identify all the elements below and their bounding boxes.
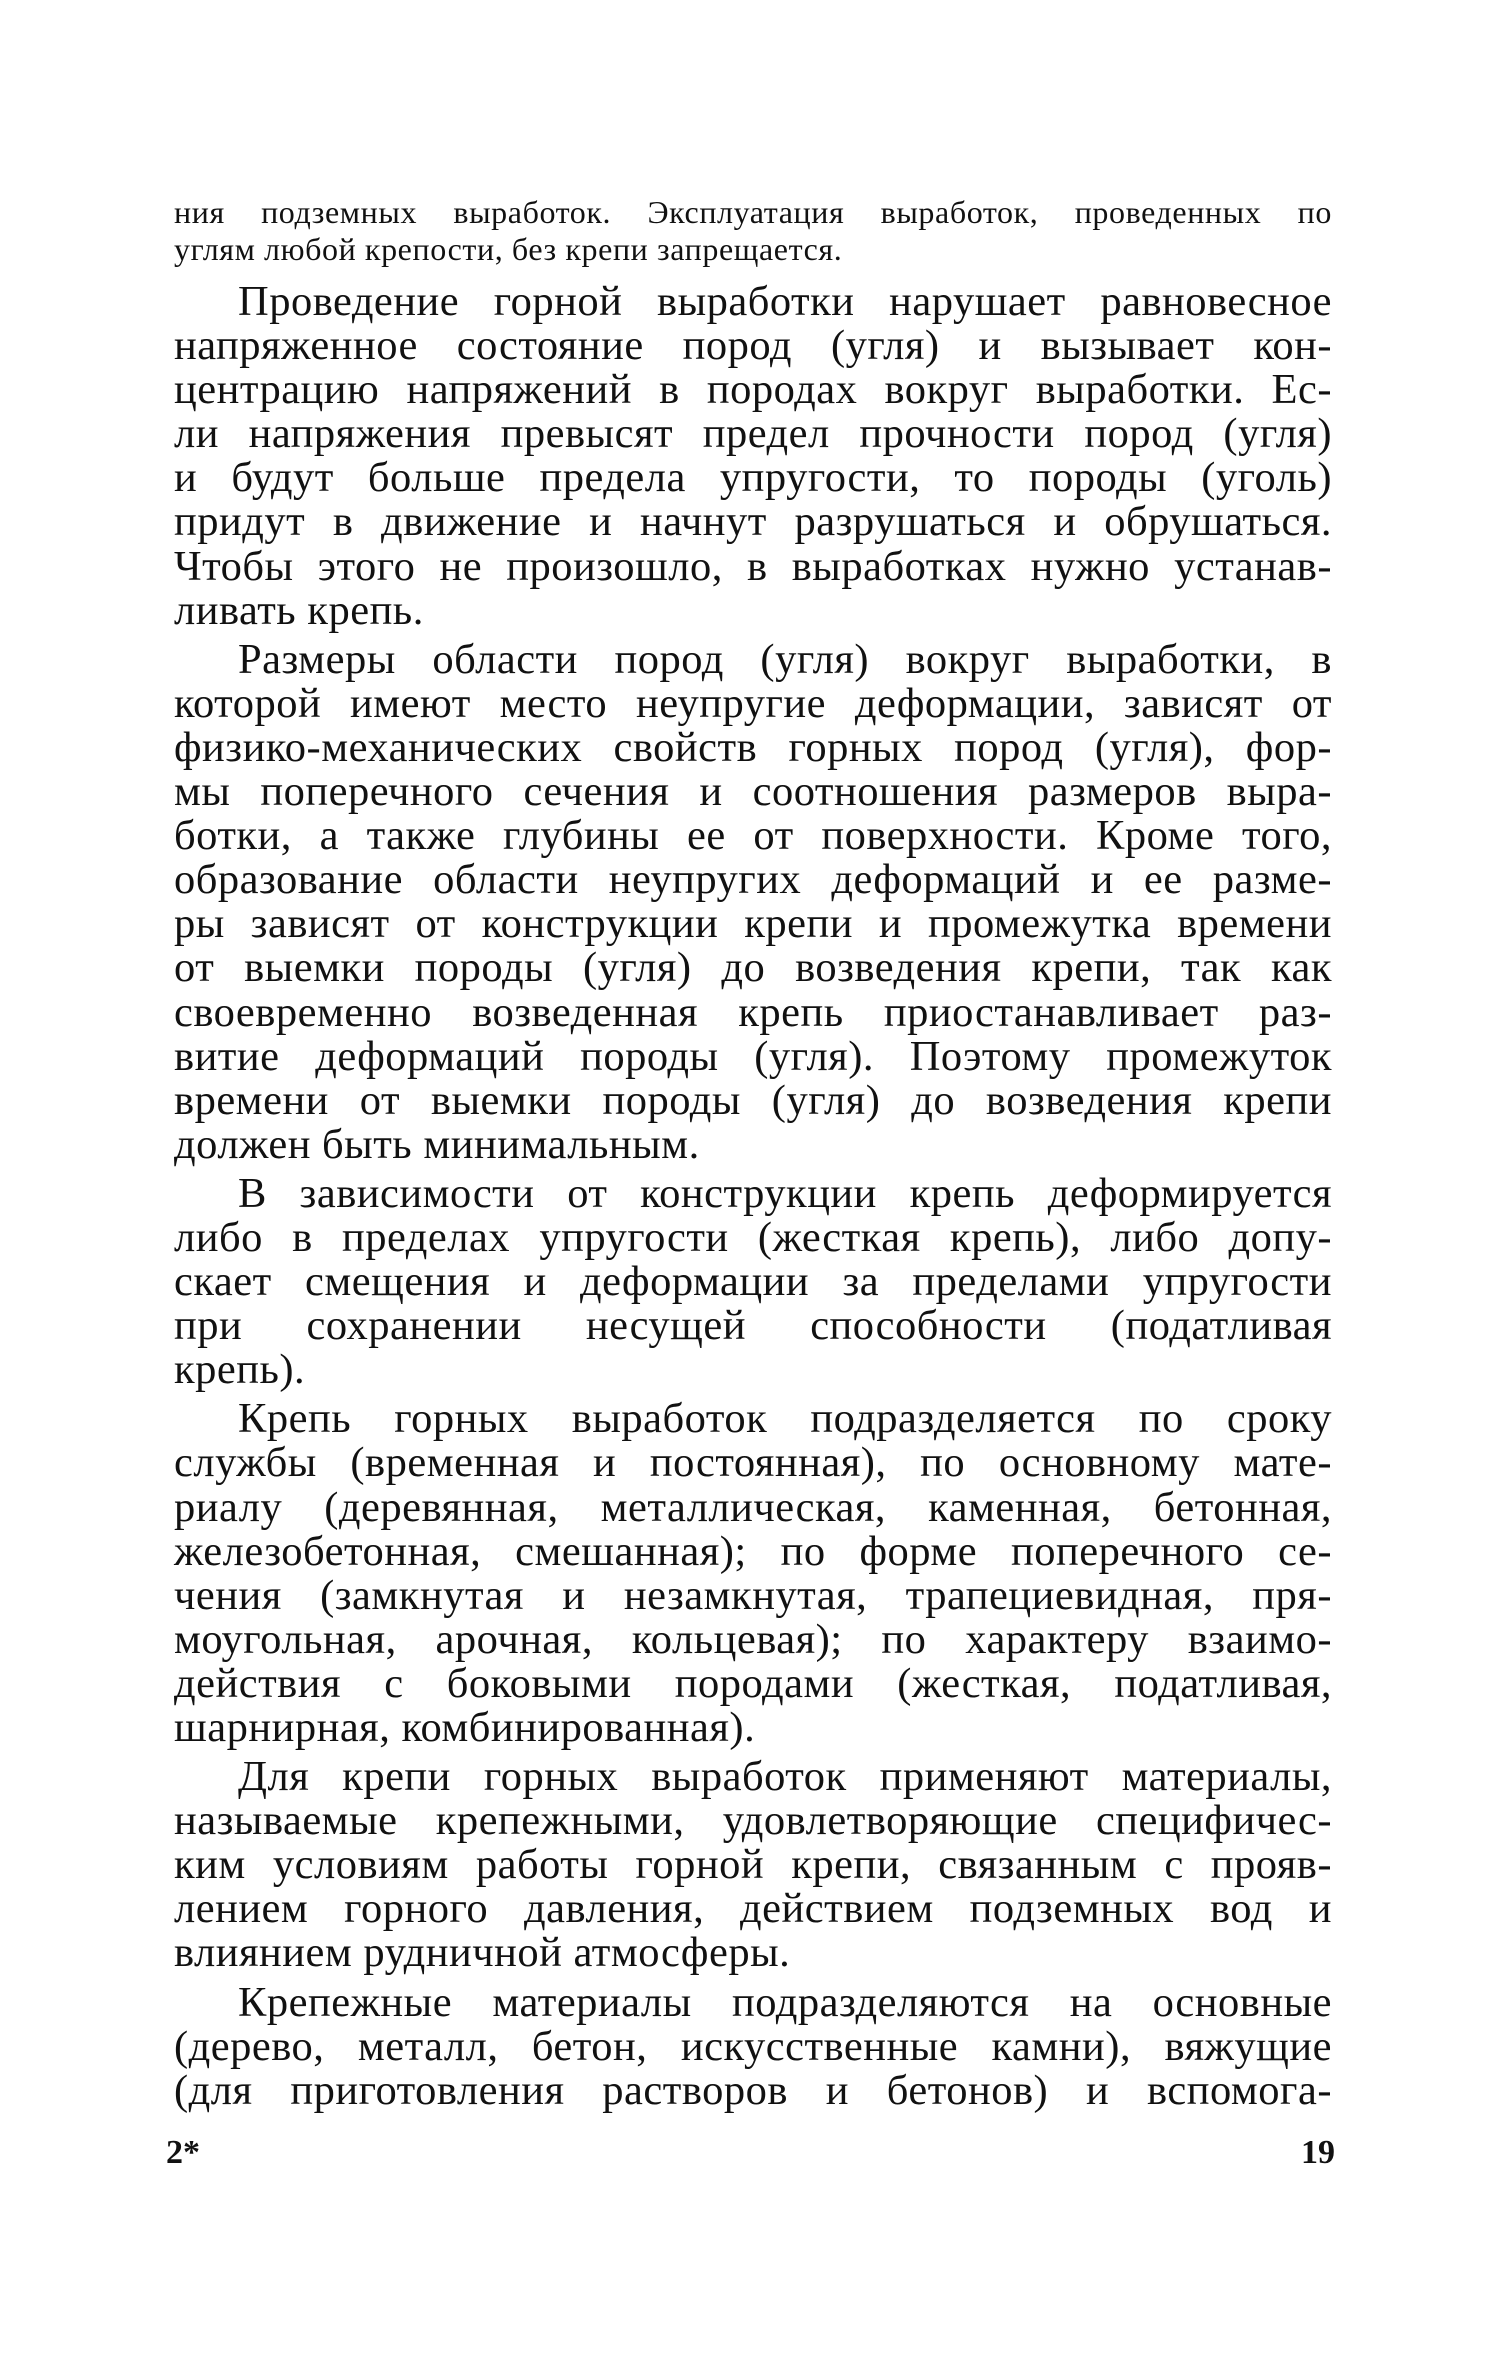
text-line: Проведение горной выработки нарушает равновесное	[238, 278, 1332, 325]
text-line: своевременно возведенная крепь приостанавливает раз-	[174, 988, 1332, 1036]
text-line: Крепежные материалы подразделяются на основные	[238, 1978, 1332, 2026]
text-line: при сохранении несущей способности (податливая	[174, 1302, 1332, 1350]
text-line: мы поперечного сечения и соотношения размеров выра-	[174, 768, 1332, 816]
text-line: центрацию напряжений в породах вокруг выработки. Ес-	[174, 366, 1332, 414]
text-line: либо в пределах упругости (жесткая крепь), либо допу-	[174, 1213, 1332, 1261]
text-line: железобетонная, смешанная); по форме поперечного се-	[174, 1527, 1332, 1575]
text-line: службы (временная и постоянная), по основному мате-	[174, 1439, 1332, 1487]
text-line: ния подземных выработок. Эксплуатация выработок, проведенных по	[174, 194, 1332, 230]
text-line: В зависимости от конструкции крепь деформируется	[238, 1169, 1332, 1217]
paragraph-1	[174, 280, 1332, 633]
text-line: называемые крепежными, удовлетворяющие специфичес-	[174, 1797, 1332, 1845]
text-line: физико-механических свойств горных пород (угля), фор-	[174, 723, 1332, 771]
text-line: которой имеют место неупругие деформации, зависят от	[174, 679, 1332, 727]
text-line: напряженное состояние пород (угля) и вызывает кон-	[174, 322, 1332, 370]
text-line: Крепь горных выработок подразделяется по сроку	[238, 1395, 1332, 1443]
text-line: шарнирная, комбинированная).	[174, 1704, 756, 1751]
text-line: скает смещения и деформации за пределами упругости	[174, 1258, 1332, 1306]
text-line: ким условиям работы горной крепи, связанным с прояв-	[174, 1841, 1332, 1889]
paragraph-2	[174, 635, 1332, 1168]
text-line: витие деформаций породы (угля). Поэтому промежуток	[174, 1032, 1332, 1080]
text-line: (дерево, металл, бетон, искусственные камни), вяжущие	[174, 2022, 1332, 2070]
text-line: Для крепи горных выработок применяют материалы,	[238, 1753, 1332, 1801]
text-line: ры зависят от конструкции крепи и промежутка времени	[174, 900, 1332, 948]
paragraph-3	[174, 1169, 1332, 1394]
body-text	[174, 280, 1332, 2113]
text-line: и будут больше предела упругости, то породы (уголь)	[174, 454, 1332, 502]
text-line: моугольная, арочная, кольцевая); по характеру взаимо-	[174, 1615, 1332, 1663]
text-line: действия с боковыми породами (жесткая, податливая,	[174, 1659, 1332, 1707]
text-line: (для приготовления растворов и бетонов) и вспомога-	[174, 2066, 1332, 2114]
text-line: влиянием рудничной атмосферы.	[174, 1929, 791, 1977]
text-line: Чтобы этого не произошло, в выработках нужно устанав-	[174, 542, 1332, 590]
paragraph-4	[174, 1397, 1332, 1750]
page-number: 19	[1301, 2134, 1335, 2171]
text-line: углям любой крепости, без крепи запрещается.	[174, 231, 843, 267]
text-line: ли напряжения превысят предел прочности пород (угля)	[174, 410, 1332, 458]
text-line: времени от выемки породы (угля) до возведения крепи	[174, 1076, 1332, 1124]
paragraph-5	[174, 1755, 1332, 1975]
text-line: лением горного давления, действием подземных вод и	[174, 1885, 1332, 1933]
intro-small-text	[174, 194, 1332, 268]
text-line: придут в движение и начнут разрушаться и обрушаться.	[174, 498, 1332, 546]
text-line: Размеры области пород (угля) вокруг выработки, в	[238, 635, 1332, 683]
text-line: образование области неупругих деформаций и ее разме-	[174, 856, 1332, 904]
text-line: от выемки породы (угля) до возведения крепи, так как	[174, 944, 1332, 992]
text-line: ботки, а также глубины ее от поверхности. Кроме того,	[174, 812, 1332, 860]
text-line: риалу (деревянная, металлическая, каменная, бетонная,	[174, 1483, 1332, 1531]
text-line: должен быть минимальным.	[174, 1120, 700, 1168]
paragraph-6	[174, 1978, 1332, 2114]
signature-mark: 2*	[166, 2134, 200, 2171]
text-line: крепь).	[174, 1346, 306, 1394]
text-line: чения (замкнутая и незамкнутая, трапециевидная, пря-	[174, 1571, 1332, 1619]
text-line: ливать крепь.	[174, 586, 424, 634]
